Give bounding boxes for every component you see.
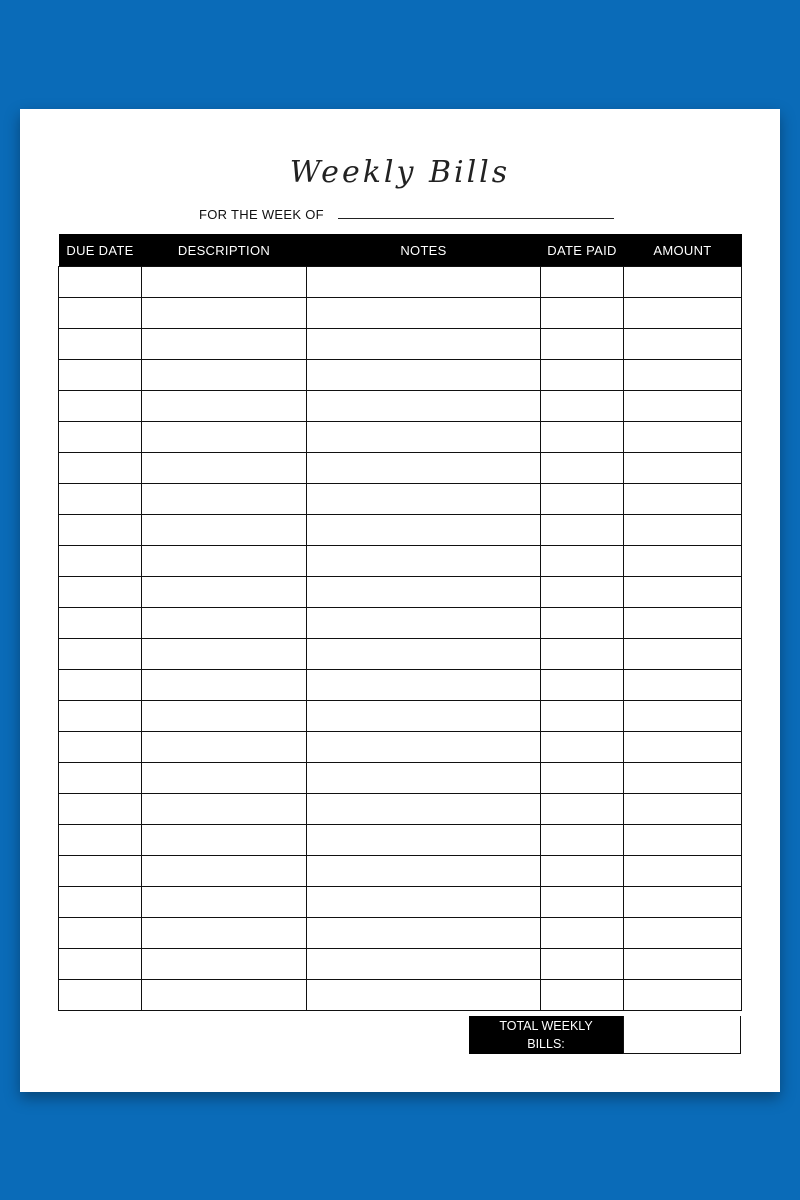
header-due-date: DUE DATE (59, 234, 142, 267)
cell-amount[interactable] (624, 980, 742, 1011)
cell-date-paid[interactable] (541, 856, 624, 887)
cell-date-paid[interactable] (541, 763, 624, 794)
cell-amount[interactable] (624, 918, 742, 949)
cell-description[interactable] (142, 484, 307, 515)
table-row (59, 701, 742, 732)
cell-notes[interactable] (307, 887, 541, 918)
cell-due-date[interactable] (59, 453, 142, 484)
cell-date-paid[interactable] (541, 670, 624, 701)
cell-description[interactable] (142, 391, 307, 422)
cell-notes[interactable] (307, 267, 541, 298)
cell-notes[interactable] (307, 763, 541, 794)
table-row (59, 422, 742, 453)
cell-notes[interactable] (307, 608, 541, 639)
table-row (59, 360, 742, 391)
cell-due-date[interactable] (59, 577, 142, 608)
cell-date-paid[interactable] (541, 298, 624, 329)
cell-notes[interactable] (307, 856, 541, 887)
cell-description[interactable] (142, 980, 307, 1011)
cell-due-date[interactable] (59, 422, 142, 453)
cell-amount[interactable] (624, 949, 742, 980)
cell-due-date[interactable] (59, 670, 142, 701)
table-row (59, 577, 742, 608)
cell-date-paid[interactable] (541, 329, 624, 360)
cell-due-date[interactable] (59, 887, 142, 918)
cell-description[interactable] (142, 794, 307, 825)
cell-date-paid[interactable] (541, 701, 624, 732)
cell-due-date[interactable] (59, 825, 142, 856)
table-header-row (59, 234, 742, 267)
cell-description[interactable] (142, 515, 307, 546)
table-row (59, 825, 742, 856)
cell-date-paid[interactable] (541, 794, 624, 825)
cell-date-paid[interactable] (541, 732, 624, 763)
cell-description[interactable] (142, 577, 307, 608)
total-weekly-bills-field[interactable] (623, 1016, 741, 1054)
cell-date-paid[interactable] (541, 825, 624, 856)
table-row (59, 949, 742, 980)
cell-amount[interactable] (624, 670, 742, 701)
cell-notes[interactable] (307, 484, 541, 515)
cell-due-date[interactable] (59, 298, 142, 329)
table-row (59, 298, 742, 329)
cell-amount[interactable] (624, 763, 742, 794)
cell-due-date[interactable] (59, 856, 142, 887)
cell-due-date[interactable] (59, 763, 142, 794)
cell-due-date[interactable] (59, 515, 142, 546)
cell-date-paid[interactable] (541, 887, 624, 918)
cell-due-date[interactable] (59, 329, 142, 360)
cell-description[interactable] (142, 329, 307, 360)
cell-notes[interactable] (307, 639, 541, 670)
cell-date-paid[interactable] (541, 267, 624, 298)
cell-due-date[interactable] (59, 391, 142, 422)
table-row (59, 856, 742, 887)
table-row (59, 639, 742, 670)
cell-amount[interactable] (624, 360, 742, 391)
cell-due-date[interactable] (59, 546, 142, 577)
cell-description[interactable] (142, 949, 307, 980)
table-row (59, 887, 742, 918)
cell-notes[interactable] (307, 329, 541, 360)
header-description: DESCRIPTION (142, 234, 307, 267)
cell-date-paid[interactable] (541, 360, 624, 391)
cell-description[interactable] (142, 825, 307, 856)
cell-due-date[interactable] (59, 949, 142, 980)
cell-amount[interactable] (624, 298, 742, 329)
cell-description[interactable] (142, 608, 307, 639)
cell-due-date[interactable] (59, 794, 142, 825)
cell-notes[interactable] (307, 825, 541, 856)
cell-amount[interactable] (624, 608, 742, 639)
cell-notes[interactable] (307, 453, 541, 484)
cell-due-date[interactable] (59, 701, 142, 732)
cell-date-paid[interactable] (541, 980, 624, 1011)
cell-due-date[interactable] (59, 608, 142, 639)
cell-description[interactable] (142, 918, 307, 949)
cell-notes[interactable] (307, 701, 541, 732)
cell-notes[interactable] (307, 546, 541, 577)
table-row (59, 267, 742, 298)
table-row (59, 763, 742, 794)
table-row (59, 453, 742, 484)
table-body (59, 267, 742, 1011)
cell-notes[interactable] (307, 794, 541, 825)
total-weekly-bills-label: TOTAL WEEKLY BILLS: (469, 1016, 623, 1054)
cell-amount[interactable] (624, 391, 742, 422)
cell-notes[interactable] (307, 360, 541, 391)
cell-description[interactable] (142, 453, 307, 484)
cell-date-paid[interactable] (541, 453, 624, 484)
cell-date-paid[interactable] (541, 608, 624, 639)
cell-due-date[interactable] (59, 918, 142, 949)
cell-amount[interactable] (624, 329, 742, 360)
table-row (59, 484, 742, 515)
cell-amount[interactable] (624, 825, 742, 856)
bills-table (58, 234, 742, 1011)
table-row (59, 732, 742, 763)
cell-description[interactable] (142, 701, 307, 732)
cell-due-date[interactable] (59, 980, 142, 1011)
cell-notes[interactable] (307, 298, 541, 329)
cell-notes[interactable] (307, 391, 541, 422)
week-of-line[interactable] (338, 218, 614, 219)
cell-amount[interactable] (624, 453, 742, 484)
cell-amount[interactable] (624, 701, 742, 732)
cell-amount[interactable] (624, 856, 742, 887)
cell-description[interactable] (142, 887, 307, 918)
cell-description[interactable] (142, 639, 307, 670)
cell-amount[interactable] (624, 546, 742, 577)
table-row (59, 515, 742, 546)
cell-amount[interactable] (624, 887, 742, 918)
table-row (59, 608, 742, 639)
header-date-paid: DATE PAID (541, 234, 624, 267)
cell-due-date[interactable] (59, 484, 142, 515)
cell-amount[interactable] (624, 732, 742, 763)
cell-description[interactable] (142, 856, 307, 887)
cell-due-date[interactable] (59, 267, 142, 298)
cell-notes[interactable] (307, 918, 541, 949)
cell-amount[interactable] (624, 794, 742, 825)
cell-amount[interactable] (624, 515, 742, 546)
table-row (59, 391, 742, 422)
cell-description[interactable] (142, 422, 307, 453)
table-row (59, 918, 742, 949)
table-row (59, 670, 742, 701)
cell-amount[interactable] (624, 422, 742, 453)
cell-date-paid[interactable] (541, 546, 624, 577)
cell-date-paid[interactable] (541, 918, 624, 949)
cell-notes[interactable] (307, 949, 541, 980)
cell-date-paid[interactable] (541, 484, 624, 515)
total-box (469, 1016, 741, 1054)
cell-description[interactable] (142, 267, 307, 298)
cell-description[interactable] (142, 546, 307, 577)
cell-notes[interactable] (307, 980, 541, 1011)
cell-amount[interactable] (624, 639, 742, 670)
cell-due-date[interactable] (59, 360, 142, 391)
page-title: Weekly Bills (289, 155, 511, 190)
cell-date-paid[interactable] (541, 515, 624, 546)
cell-notes[interactable] (307, 670, 541, 701)
cell-date-paid[interactable] (541, 391, 624, 422)
table-row (59, 546, 742, 577)
cell-description[interactable] (142, 763, 307, 794)
cell-description[interactable] (142, 360, 307, 391)
header-notes: NOTES (307, 234, 541, 267)
cell-due-date[interactable] (59, 639, 142, 670)
week-of-row (199, 202, 614, 222)
printable-sheet (20, 109, 780, 1092)
week-of-label: FOR THE WEEK OF (199, 207, 324, 222)
table-row (59, 980, 742, 1011)
cell-date-paid[interactable] (541, 422, 624, 453)
cell-notes[interactable] (307, 515, 541, 546)
cell-notes[interactable] (307, 577, 541, 608)
table-row (59, 794, 742, 825)
cell-notes[interactable] (307, 732, 541, 763)
cell-amount[interactable] (624, 577, 742, 608)
cell-date-paid[interactable] (541, 577, 624, 608)
header-amount: AMOUNT (624, 234, 742, 267)
cell-date-paid[interactable] (541, 949, 624, 980)
cell-notes[interactable] (307, 422, 541, 453)
table-row (59, 329, 742, 360)
cell-amount[interactable] (624, 484, 742, 515)
cell-description[interactable] (142, 298, 307, 329)
cell-due-date[interactable] (59, 732, 142, 763)
cell-amount[interactable] (624, 267, 742, 298)
cell-description[interactable] (142, 670, 307, 701)
cell-date-paid[interactable] (541, 639, 624, 670)
cell-description[interactable] (142, 732, 307, 763)
